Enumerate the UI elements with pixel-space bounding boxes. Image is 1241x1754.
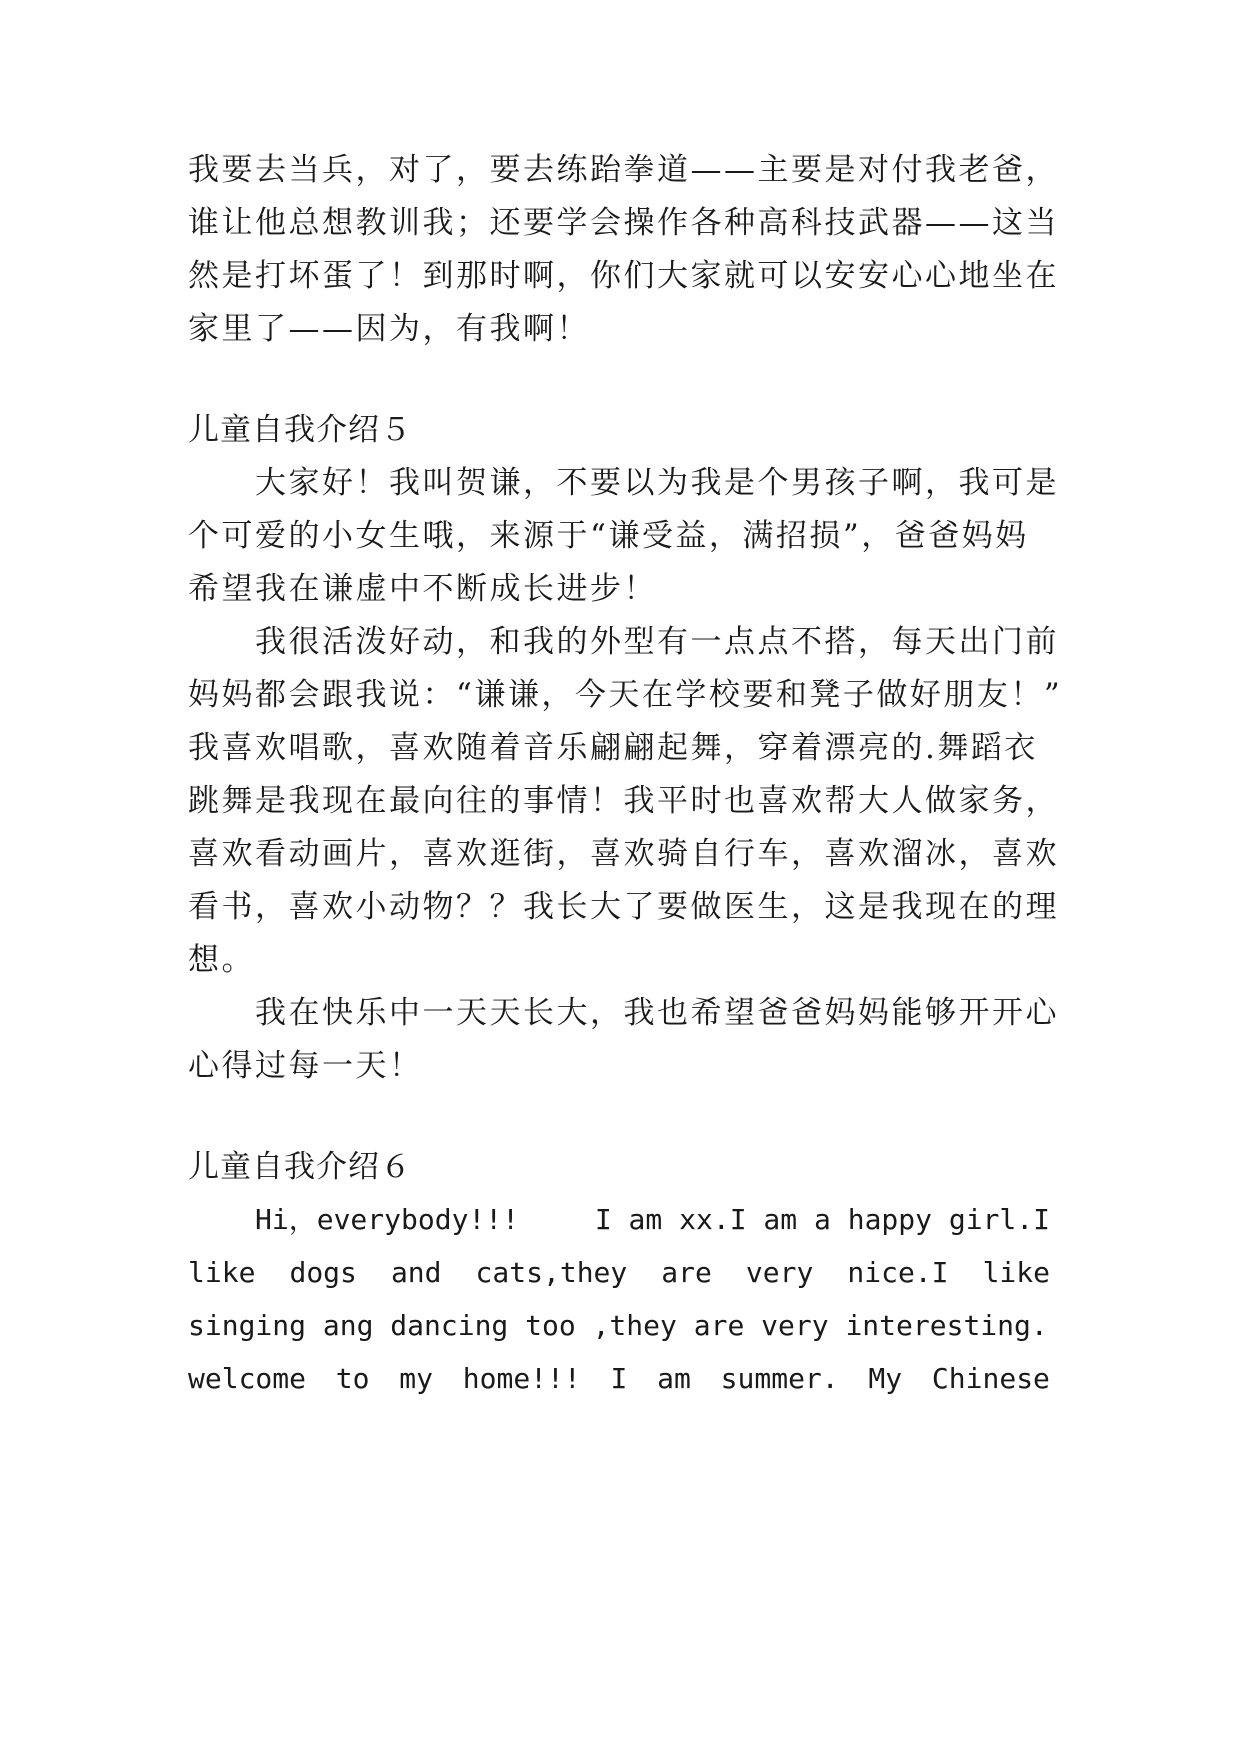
word: dogs [289, 1256, 357, 1289]
paragraph-line: 我在快乐中一天天长大，我也希望爸爸妈妈能够开开心 [255, 995, 1059, 1031]
word: cats,they [475, 1256, 628, 1289]
english-line [188, 1359, 1050, 1399]
paragraph-line: 我喜欢唱歌，喜欢随着音乐翩翩起舞，穿着漂亮的.舞蹈衣 [188, 730, 1038, 766]
word: Hi，everybody!!! [255, 1203, 520, 1236]
english-line [255, 1200, 1050, 1240]
word: Chinese [931, 1362, 1050, 1395]
word: welcome [188, 1362, 307, 1395]
word: home!!! [462, 1362, 581, 1395]
section-heading: 儿童自我介绍５ [188, 412, 412, 448]
paragraph-line: 个可爱的小女生哦，来源于“谦受益，满招损”，爸爸妈妈 [188, 518, 1029, 554]
word: summer. [720, 1362, 839, 1395]
word: I am xx.I am a happy girl.I [594, 1203, 1050, 1236]
word: I [610, 1362, 628, 1395]
paragraph-line: 然是打坏蛋了！到那时啊，你们大家就可以安安心心地坐在 [188, 258, 1059, 294]
word: very [745, 1256, 814, 1289]
paragraph-line: 看书，喜欢小动物？？我长大了要做医生，这是我现在的理 [188, 889, 1059, 925]
paragraph-line: 我很活泼好动，和我的外型有一点点不搭，每天出门前 [255, 624, 1059, 660]
word: like [982, 1256, 1050, 1289]
word: my [399, 1362, 433, 1395]
word: like [188, 1256, 256, 1289]
paragraph-line: 家里了——因为，有我啊！ [188, 311, 590, 347]
paragraph-line: 跳舞是我现在最向往的事情！我平时也喜欢帮大人做家务， [188, 783, 1059, 819]
paragraph-line: 心得过每一天！ [188, 1048, 423, 1084]
word: are [661, 1256, 712, 1289]
word: and [390, 1256, 442, 1289]
word: My [868, 1362, 903, 1395]
paragraph-line: 大家好！我叫贺谦，不要以为我是个男孩子啊，我可是 [255, 465, 1059, 501]
paragraph-line: 想。 [188, 942, 255, 978]
word: am [657, 1362, 691, 1395]
word: to [335, 1362, 370, 1395]
paragraph-line: 妈妈都会跟我说：“谦谦，今天在学校要和凳子做好朋友！” [188, 677, 1063, 713]
paragraph-line: 我要去当兵，对了，要去练跆拳道——主要是对付我老爸， [188, 152, 1059, 188]
section-heading: 儿童自我介绍６ [188, 1149, 412, 1185]
english-line: singing ang dancing too ,they are very interesting. [188, 1309, 1048, 1342]
word: nice.I [847, 1256, 949, 1289]
paragraph-line: 谁让他总想教训我；还要学会操作各种高科技武器——这当 [188, 205, 1059, 241]
paragraph-line: 喜欢看动画片，喜欢逛街，喜欢骑自行车，喜欢溜冰，喜欢 [188, 836, 1059, 872]
english-line [188, 1253, 1050, 1293]
paragraph-line: 希望我在谦虚中不断成长进步！ [188, 571, 657, 607]
